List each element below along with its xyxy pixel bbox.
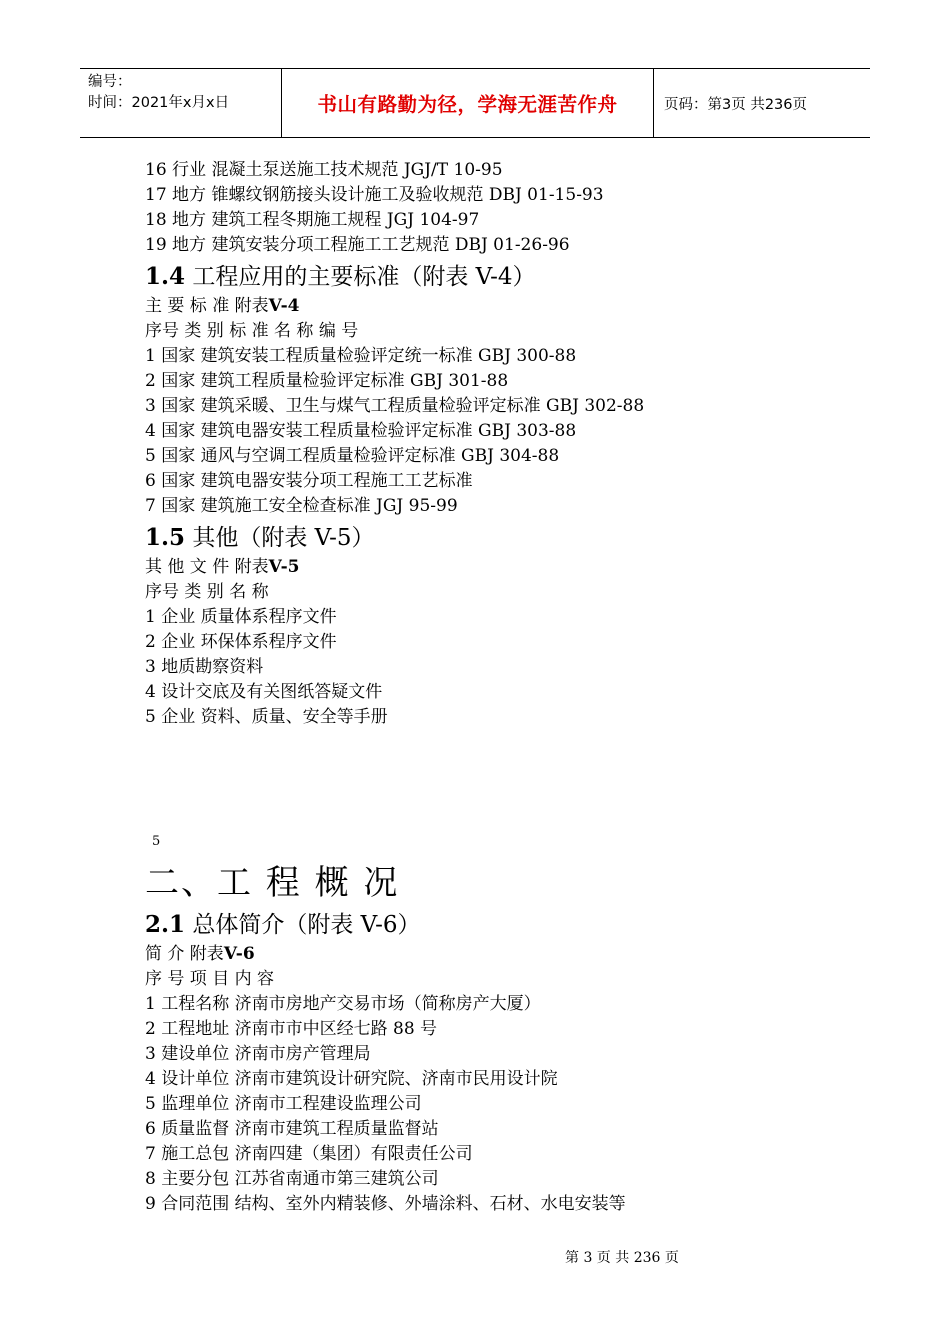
list-item: 18 地方 建筑工程冬期施工规程 JGJ 104-97 — [145, 210, 480, 230]
table-title — [145, 942, 865, 967]
section-number: 1.4 — [145, 263, 186, 290]
section-title: 其他（附表 V-5） — [185, 525, 375, 551]
standards-top-list — [145, 158, 865, 258]
chapter-content — [145, 860, 865, 1217]
table-row: 3 国家 建筑采暖、卫生与煤气工程质量检验评定标准 GBJ 302-88 — [145, 396, 645, 416]
table-row: 5 国家 通风与空调工程质量检验评定标准 GBJ 304-88 — [145, 446, 560, 466]
table-row: 5 企业 资料、质量、安全等手册 — [145, 707, 388, 727]
table-row: 1 国家 建筑安装工程质量检验评定统一标准 GBJ 300-88 — [145, 346, 577, 366]
table-row: 8 主要分包 江苏省南通市第三建筑公司 — [145, 1169, 439, 1189]
document-date: 时间：2021年x月x日 — [88, 95, 230, 111]
table-row: 2 工程地址 济南市市中区经七路 88 号 — [145, 1019, 438, 1039]
document-number-label: 编号： — [88, 74, 132, 90]
table-ref: V-4 — [268, 296, 300, 316]
section-number: 2.1 — [145, 911, 186, 938]
page-marker: 5 — [152, 834, 161, 849]
header-meta — [80, 69, 282, 137]
header-motto: 书山有路勤为径，学海无涯苦作舟 — [282, 69, 654, 137]
section-number: 1.5 — [145, 524, 186, 551]
table-row: 4 设计交底及有关图纸答疑文件 — [145, 682, 383, 702]
table-columns: 序 号 项 目 内 容 — [145, 969, 275, 989]
list-item: 16 行业 混凝土泵送施工技术规范 JGJ/T 10-95 — [145, 160, 503, 180]
table-ref: V-6 — [223, 944, 255, 964]
table-title-text: 其 他 文 件 附表 — [145, 557, 269, 577]
table-title-text: 主 要 标 准 附表 — [145, 296, 269, 316]
table-row: 2 企业 环保体系程序文件 — [145, 632, 337, 652]
table-ref: V-5 — [268, 557, 300, 577]
table-row: 3 建设单位 济南市房产管理局 — [145, 1044, 371, 1064]
table-row: 1 企业 质量体系程序文件 — [145, 607, 337, 627]
section-heading-2-1 — [145, 910, 865, 940]
table-columns: 序号 类 别 标 准 名 称 编 号 — [145, 321, 359, 341]
section-heading-1-5 — [145, 523, 865, 553]
section-heading-1-4 — [145, 262, 865, 292]
table-row: 5 监理单位 济南市工程建设监理公司 — [145, 1094, 422, 1114]
table-columns: 序号 类 别 名 称 — [145, 582, 269, 602]
table-title — [145, 294, 865, 319]
table-row: 7 国家 建筑施工安全检查标准 JGJ 95-99 — [145, 496, 458, 516]
section-title: 工程应用的主要标准（附表 V-4） — [185, 264, 536, 290]
table-row: 9 合同范围 结构、室外内精装修、外墙涂料、石材、水电安装等 — [145, 1194, 626, 1214]
table-row: 6 质量监督 济南市建筑工程质量监督站 — [145, 1119, 439, 1139]
table-row: 1 工程名称 济南市房地产交易市场（简称房产大厦） — [145, 994, 541, 1014]
page-footer: 第 3 页 共 236 页 — [565, 1250, 679, 1266]
table-row: 7 施工总包 济南四建（集团）有限责任公司 — [145, 1144, 473, 1164]
chapter-title: 二、工 程 概 况 — [145, 863, 400, 903]
main-content — [145, 158, 865, 730]
table-row: 2 国家 建筑工程质量检验评定标准 GBJ 301-88 — [145, 371, 509, 391]
list-item: 19 地方 建筑安装分项工程施工工艺规范 DBJ 01-26-96 — [145, 235, 570, 255]
table-row: 6 国家 建筑电器安装分项工程施工工艺标准 — [145, 471, 473, 491]
table-row: 4 国家 建筑电器安装工程质量检验评定标准 GBJ 303-88 — [145, 421, 577, 441]
header-page-info: 页码：第3页 共236页 — [664, 96, 808, 113]
list-item: 17 地方 锥螺纹钢筋接头设计施工及验收规范 DBJ 01-15-93 — [145, 185, 604, 205]
table-title — [145, 555, 865, 580]
table-title-text: 简 介 附表 — [145, 944, 224, 964]
page-header — [80, 68, 870, 138]
table-row: 4 设计单位 济南市建筑设计研究院、济南市民用设计院 — [145, 1069, 558, 1089]
table-row: 3 地质勘察资料 — [145, 657, 264, 677]
section-title: 总体简介（附表 V-6） — [185, 912, 421, 938]
